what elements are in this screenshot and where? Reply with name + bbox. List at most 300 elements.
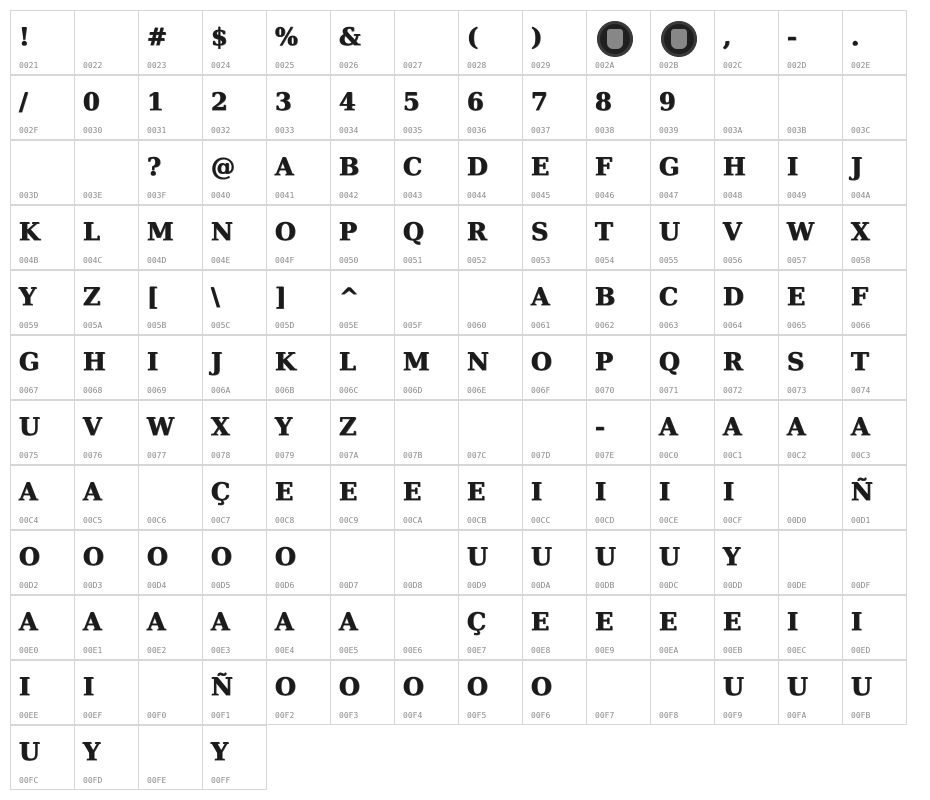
glyph-sample: N xyxy=(467,347,489,376)
glyph-cell xyxy=(74,140,139,205)
glyph-sample: ^ xyxy=(339,282,360,311)
glyph-code-label: 0065 xyxy=(787,321,807,330)
glyph-cell xyxy=(330,140,395,205)
glyph-sample: W xyxy=(147,412,174,441)
glyph-cell xyxy=(330,205,395,270)
glyph-sample: / xyxy=(19,87,28,116)
glyph-row xyxy=(10,660,920,725)
glyph-code-label: 00F2 xyxy=(275,711,295,720)
glyph-code-label: 004F xyxy=(275,256,295,265)
glyph-cell xyxy=(522,10,587,75)
glyph-cell xyxy=(202,335,267,400)
glyph-sample: X xyxy=(211,412,230,441)
glyph-sample: I xyxy=(19,672,31,701)
glyph-code-label: 007A xyxy=(339,451,359,460)
glyph-sample: - xyxy=(595,412,605,441)
glyph-cell xyxy=(714,335,779,400)
glyph-cell xyxy=(714,465,779,530)
glyph-sample: G xyxy=(19,347,40,376)
glyph-cell xyxy=(74,465,139,530)
glyph-cell xyxy=(714,205,779,270)
glyph-cell xyxy=(394,140,459,205)
glyph-sample: I xyxy=(787,152,799,181)
glyph-cell xyxy=(714,75,779,140)
glyph-cell xyxy=(202,725,267,790)
glyph-cell xyxy=(266,660,331,725)
glyph-code-label: 0069 xyxy=(147,386,167,395)
glyph-code-label: 006D xyxy=(403,386,423,395)
glyph-code-label: 00FD xyxy=(83,776,103,785)
glyph-cell xyxy=(458,465,523,530)
glyph-cell xyxy=(586,140,651,205)
glyph-code-label: 0047 xyxy=(659,191,679,200)
glyph-code-label: 003D xyxy=(19,191,39,200)
glyph-sample: F xyxy=(595,152,613,181)
glyph-cell xyxy=(330,400,395,465)
glyph-sample: 3 xyxy=(275,87,292,116)
glyph-code-label: 0066 xyxy=(851,321,871,330)
glyph-sample: 0 xyxy=(83,87,100,116)
glyph-sample: U xyxy=(787,672,808,701)
glyph-code-label: 0052 xyxy=(467,256,487,265)
glyph-sample: I xyxy=(595,477,607,506)
glyph-code-label: 0037 xyxy=(531,126,551,135)
glyph-code-label: 00EC xyxy=(787,646,807,655)
glyph-sample: O xyxy=(275,542,296,571)
glyph-sample: K xyxy=(275,347,296,376)
glyph-cell xyxy=(458,660,523,725)
glyph-cell xyxy=(458,10,523,75)
glyph-cell xyxy=(138,10,203,75)
glyph-sample: # xyxy=(147,22,168,51)
glyph-row xyxy=(10,205,920,270)
glyph-cell xyxy=(10,595,75,660)
glyph-code-label: 00E2 xyxy=(147,646,167,655)
glyph-cell xyxy=(202,660,267,725)
glyph-code-label: 00F9 xyxy=(723,711,743,720)
glyph-sample: A xyxy=(339,607,358,636)
glyph-sample: Z xyxy=(83,282,101,311)
glyph-sample: 9 xyxy=(659,87,676,116)
glyph-cell xyxy=(330,335,395,400)
glyph-cell xyxy=(714,10,779,75)
glyph-code-label: 00D7 xyxy=(339,581,359,590)
glyph-code-label: 00C3 xyxy=(851,451,871,460)
glyph-sample: E xyxy=(659,607,678,636)
glyph-sample: 7 xyxy=(531,87,548,116)
glyph-code-label: 0035 xyxy=(403,126,423,135)
glyph-code-label: 0048 xyxy=(723,191,743,200)
glyph-sample: ! xyxy=(19,22,30,51)
glyph-cell xyxy=(842,270,907,335)
glyph-code-label: 0064 xyxy=(723,321,743,330)
glyph-code-label: 0057 xyxy=(787,256,807,265)
glyph-cell xyxy=(138,400,203,465)
glyph-cell xyxy=(394,10,459,75)
glyph-cell xyxy=(394,465,459,530)
glyph-code-label: 002C xyxy=(723,61,743,70)
glyph-code-label: 0043 xyxy=(403,191,423,200)
glyph-cell xyxy=(778,140,843,205)
glyph-cell xyxy=(714,400,779,465)
glyph-code-label: 00D2 xyxy=(19,581,39,590)
glyph-code-label: 00E9 xyxy=(595,646,615,655)
glyph-sample: O xyxy=(339,672,360,701)
glyph-sample: ] xyxy=(275,282,287,311)
glyph-code-label: 00ED xyxy=(851,646,871,655)
glyph-code-label: 0074 xyxy=(851,386,871,395)
glyph-sample: U xyxy=(723,672,744,701)
glyph-code-label: 0070 xyxy=(595,386,615,395)
glyph-sample: T xyxy=(851,347,869,376)
glyph-code-label: 0040 xyxy=(211,191,231,200)
glyph-cell xyxy=(330,10,395,75)
glyph-sample: 2 xyxy=(211,87,228,116)
glyph-sample: A xyxy=(787,412,806,441)
glyph-code-label: 0023 xyxy=(147,61,167,70)
glyph-cell xyxy=(394,595,459,660)
glyph-cell xyxy=(650,595,715,660)
glyph-cell xyxy=(842,140,907,205)
glyph-code-label: 0060 xyxy=(467,321,487,330)
glyph-sample: 4 xyxy=(339,87,356,116)
glyph-row xyxy=(10,725,920,790)
glyph-code-label: 0042 xyxy=(339,191,359,200)
glyph-row xyxy=(10,140,920,205)
glyph-cell xyxy=(650,465,715,530)
glyph-code-label: 004A xyxy=(851,191,871,200)
glyph-sample: , xyxy=(723,22,732,51)
glyph-cell xyxy=(202,140,267,205)
glyph-code-label: 006C xyxy=(339,386,359,395)
glyph-code-label: 006B xyxy=(275,386,295,395)
glyph-cell xyxy=(266,270,331,335)
glyph-cell xyxy=(10,530,75,595)
glyph-code-label: 0061 xyxy=(531,321,551,330)
glyph-code-label: 00C4 xyxy=(19,516,39,525)
glyph-code-label: 00C9 xyxy=(339,516,359,525)
glyph-cell xyxy=(458,400,523,465)
glyph-code-label: 006E xyxy=(467,386,487,395)
glyph-code-label: 0055 xyxy=(659,256,679,265)
glyph-code-label: 00D8 xyxy=(403,581,423,590)
glyph-sample: \ xyxy=(211,282,220,311)
glyph-cell xyxy=(138,530,203,595)
glyph-cell xyxy=(10,75,75,140)
glyph-cell xyxy=(522,400,587,465)
glyph-row xyxy=(10,335,920,400)
glyph-cell xyxy=(394,400,459,465)
glyph-sample: Z xyxy=(339,412,357,441)
glyph-code-label: 00DA xyxy=(531,581,551,590)
glyph-sample: P xyxy=(339,217,358,246)
glyph-cell xyxy=(394,75,459,140)
glyph-code-label: 00D5 xyxy=(211,581,231,590)
glyph-code-label: 00CE xyxy=(659,516,679,525)
glyph-sample: A xyxy=(723,412,742,441)
glyph-sample: W xyxy=(787,217,814,246)
glyph-sample: O xyxy=(275,217,296,246)
glyph-sample: U xyxy=(659,217,680,246)
glyph-cell xyxy=(650,75,715,140)
glyph-sample: D xyxy=(467,152,488,181)
glyph-sample: O xyxy=(19,542,40,571)
glyph-sample: E xyxy=(467,477,486,506)
glyph-cell xyxy=(10,400,75,465)
glyph-code-label: 0053 xyxy=(531,256,551,265)
glyph-cell xyxy=(458,335,523,400)
glyph-code-label: 005C xyxy=(211,321,231,330)
glyph-sample: S xyxy=(787,347,805,376)
badge-logo-icon xyxy=(597,21,633,57)
glyph-cell xyxy=(74,530,139,595)
glyph-code-label: 00D6 xyxy=(275,581,295,590)
glyph-cell xyxy=(138,465,203,530)
glyph-code-label: 00E3 xyxy=(211,646,231,655)
glyph-code-label: 0025 xyxy=(275,61,295,70)
glyph-row xyxy=(10,465,920,530)
glyph-cell xyxy=(330,75,395,140)
glyph-code-label: 00F7 xyxy=(595,711,615,720)
glyph-sample: A xyxy=(211,607,230,636)
glyph-cell xyxy=(330,270,395,335)
glyph-cell xyxy=(586,400,651,465)
glyph-code-label: 00EB xyxy=(723,646,743,655)
glyph-cell xyxy=(522,660,587,725)
glyph-sample: I xyxy=(723,477,735,506)
glyph-cell xyxy=(266,400,331,465)
glyph-sample: A xyxy=(531,282,550,311)
glyph-cell xyxy=(10,10,75,75)
glyph-cell xyxy=(714,140,779,205)
glyph-cell xyxy=(842,660,907,725)
glyph-code-label: 00F0 xyxy=(147,711,167,720)
glyph-cell xyxy=(138,205,203,270)
glyph-code-label: 007E xyxy=(595,451,615,460)
badge-logo-icon xyxy=(661,21,697,57)
glyph-row xyxy=(10,530,920,595)
glyph-code-label: 0059 xyxy=(19,321,39,330)
glyph-code-label: 0039 xyxy=(659,126,679,135)
glyph-sample: U xyxy=(531,542,552,571)
glyph-code-label: 0030 xyxy=(83,126,103,135)
glyph-cell xyxy=(586,75,651,140)
glyph-code-label: 00CD xyxy=(595,516,615,525)
glyph-sample: Y xyxy=(83,737,101,766)
glyph-cell xyxy=(74,75,139,140)
glyph-cell xyxy=(394,205,459,270)
glyph-code-label: 0031 xyxy=(147,126,167,135)
glyph-sample: A xyxy=(659,412,678,441)
glyph-sample: E xyxy=(787,282,806,311)
glyph-sample: T xyxy=(595,217,613,246)
glyph-sample: I xyxy=(531,477,543,506)
glyph-sample: M xyxy=(147,217,174,246)
glyph-cell xyxy=(266,465,331,530)
glyph-sample: Q xyxy=(403,217,424,246)
glyph-cell xyxy=(522,75,587,140)
glyph-sample: O xyxy=(531,672,552,701)
glyph-cell xyxy=(714,530,779,595)
glyph-cell xyxy=(842,205,907,270)
glyph-code-label: 003F xyxy=(147,191,167,200)
glyph-cell xyxy=(586,465,651,530)
glyph-cell xyxy=(842,465,907,530)
glyph-code-label: 00FF xyxy=(211,776,231,785)
glyph-sample: 8 xyxy=(595,87,612,116)
glyph-code-label: 0068 xyxy=(83,386,103,395)
glyph-code-label: 007D xyxy=(531,451,551,460)
glyph-sample: E xyxy=(275,477,294,506)
glyph-code-label: 004B xyxy=(19,256,39,265)
glyph-cell xyxy=(458,75,523,140)
glyph-code-label: 00E5 xyxy=(339,646,359,655)
glyph-code-label: 00C2 xyxy=(787,451,807,460)
glyph-sample: H xyxy=(83,347,106,376)
glyph-cell xyxy=(714,595,779,660)
glyph-sample: % xyxy=(275,22,298,51)
glyph-code-label: 00C7 xyxy=(211,516,231,525)
glyph-code-label: 00C8 xyxy=(275,516,295,525)
glyph-cell xyxy=(650,10,715,75)
glyph-sample: C xyxy=(659,282,679,311)
glyph-row xyxy=(10,75,920,140)
glyph-cell xyxy=(138,140,203,205)
glyph-sample: J xyxy=(851,152,863,181)
glyph-cell xyxy=(458,530,523,595)
glyph-row xyxy=(10,595,920,660)
glyph-sample: E xyxy=(403,477,422,506)
glyph-code-label: 003C xyxy=(851,126,871,135)
glyph-code-label: 00E4 xyxy=(275,646,295,655)
glyph-code-label: 0026 xyxy=(339,61,359,70)
glyph-code-label: 005D xyxy=(275,321,295,330)
glyph-code-label: 003A xyxy=(723,126,743,135)
glyph-sample: Y xyxy=(211,737,229,766)
glyph-code-label: 0078 xyxy=(211,451,231,460)
glyph-sample: A xyxy=(19,607,38,636)
glyph-cell xyxy=(138,335,203,400)
glyph-sample: O xyxy=(275,672,296,701)
glyph-code-label: 0076 xyxy=(83,451,103,460)
glyph-row xyxy=(10,270,920,335)
glyph-cell xyxy=(202,10,267,75)
glyph-sample: Q xyxy=(659,347,680,376)
glyph-code-label: 00DB xyxy=(595,581,615,590)
glyph-cell xyxy=(778,595,843,660)
glyph-code-label: 00E8 xyxy=(531,646,551,655)
glyph-cell xyxy=(842,10,907,75)
glyph-code-label: 00D3 xyxy=(83,581,103,590)
glyph-sample: R xyxy=(467,217,487,246)
glyph-code-label: 004E xyxy=(211,256,231,265)
glyph-cell xyxy=(266,140,331,205)
glyph-sample: E xyxy=(723,607,742,636)
glyph-code-label: 0021 xyxy=(19,61,39,70)
glyph-code-label: 0063 xyxy=(659,321,679,330)
glyph-sample: O xyxy=(211,542,232,571)
glyph-cell xyxy=(458,205,523,270)
glyph-code-label: 00CC xyxy=(531,516,551,525)
glyph-code-label: 00C6 xyxy=(147,516,167,525)
glyph-sample: S xyxy=(531,217,549,246)
glyph-row xyxy=(10,10,920,75)
glyph-code-label: 0022 xyxy=(83,61,103,70)
glyph-sample: Ç xyxy=(211,477,231,506)
glyph-sample: I xyxy=(787,607,799,636)
glyph-cell xyxy=(202,465,267,530)
glyph-sample: I xyxy=(851,607,863,636)
glyph-sample: A xyxy=(83,477,102,506)
glyph-cell xyxy=(522,205,587,270)
glyph-cell xyxy=(10,660,75,725)
glyph-cell xyxy=(202,595,267,660)
glyph-sample: U xyxy=(19,737,40,766)
glyph-cell xyxy=(394,660,459,725)
glyph-cell xyxy=(266,75,331,140)
glyph-code-label: 0038 xyxy=(595,126,615,135)
glyph-cell xyxy=(266,10,331,75)
glyph-sample: ) xyxy=(531,22,543,51)
glyph-code-label: 00C1 xyxy=(723,451,743,460)
glyph-code-label: 00CA xyxy=(403,516,423,525)
glyph-code-label: 0046 xyxy=(595,191,615,200)
glyph-sample: U xyxy=(595,542,616,571)
glyph-sample: E xyxy=(531,607,550,636)
glyph-code-label: 005F xyxy=(403,321,423,330)
glyph-code-label: 0032 xyxy=(211,126,231,135)
glyph-cell xyxy=(778,270,843,335)
glyph-code-label: 00F4 xyxy=(403,711,423,720)
glyph-cell xyxy=(842,400,907,465)
glyph-code-label: 006A xyxy=(211,386,231,395)
glyph-cell xyxy=(74,205,139,270)
glyph-cell xyxy=(458,140,523,205)
glyph-cell xyxy=(138,725,203,790)
glyph-code-label: 005E xyxy=(339,321,359,330)
glyph-cell xyxy=(714,660,779,725)
glyph-sample: ( xyxy=(467,22,479,51)
glyph-sample: Ñ xyxy=(851,477,873,506)
glyph-code-label: 004D xyxy=(147,256,167,265)
glyph-code-label: 0072 xyxy=(723,386,743,395)
glyph-sample: B xyxy=(595,282,616,311)
glyph-code-label: 00F1 xyxy=(211,711,231,720)
glyph-code-label: 0067 xyxy=(19,386,39,395)
glyph-sample: O xyxy=(147,542,168,571)
glyph-cell xyxy=(138,270,203,335)
glyph-sample: V xyxy=(83,412,102,441)
glyph-cell xyxy=(266,335,331,400)
glyph-code-label: 00FC xyxy=(19,776,39,785)
glyph-sample: O xyxy=(531,347,552,376)
glyph-code-label: 0050 xyxy=(339,256,359,265)
glyph-code-label: 0054 xyxy=(595,256,615,265)
glyph-sample: [ xyxy=(147,282,159,311)
glyph-sample: V xyxy=(723,217,742,246)
glyph-code-label: 00D0 xyxy=(787,516,807,525)
glyph-sample: Ñ xyxy=(211,672,233,701)
glyph-cell xyxy=(650,205,715,270)
glyph-cell xyxy=(138,660,203,725)
glyph-cell xyxy=(522,530,587,595)
glyph-code-label: 00FB xyxy=(851,711,871,720)
glyph-sample: D xyxy=(723,282,744,311)
glyph-cell xyxy=(74,660,139,725)
glyph-cell xyxy=(778,400,843,465)
glyph-cell xyxy=(10,725,75,790)
glyph-cell xyxy=(202,75,267,140)
